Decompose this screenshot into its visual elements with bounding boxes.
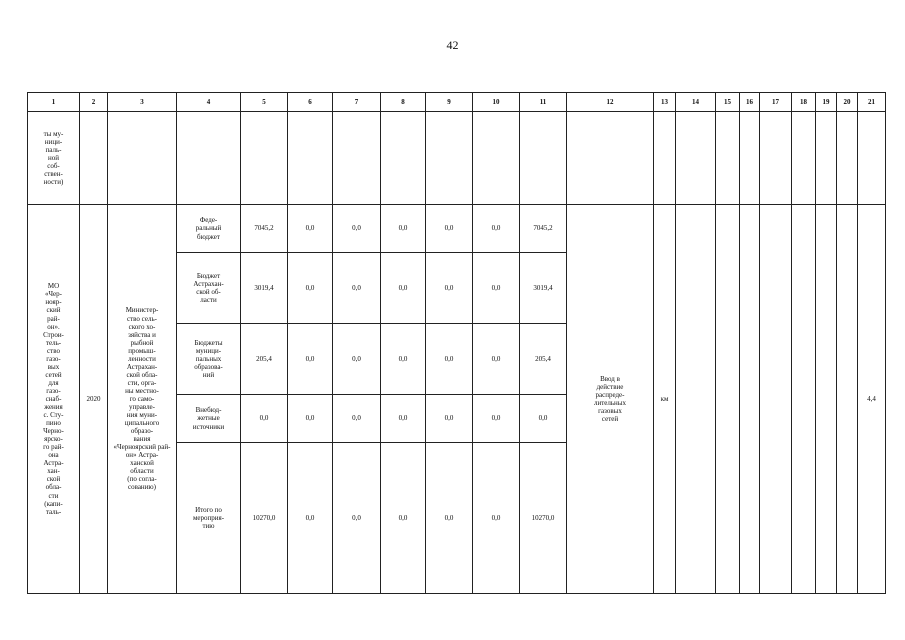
value-cell: 0,0 (333, 324, 381, 395)
value-cell: 10270,0 (520, 443, 567, 594)
executor: Министер- ство сель- ского хо- зяйства и рыбной промыш- ленности Астрахан- ской обла- сти, орга- ны местно- го само- управле- ния муни- ципального образо- вания «Черноярский рай- он» Астра- ханской области (по согла- сованию) (108, 205, 177, 594)
value-cell: 0,0 (473, 253, 520, 324)
value-cell: 0,0 (381, 205, 426, 253)
value-cell: 0,0 (333, 205, 381, 253)
col-header: 15 (716, 93, 740, 112)
value-cell: 0,0 (288, 324, 333, 395)
col-header: 21 (858, 93, 886, 112)
table-row (28, 205, 886, 253)
page-number: 42 (446, 38, 459, 52)
value-cell: 205,4 (520, 324, 567, 395)
funding-source: Феде- ральный бюджет (177, 205, 241, 253)
value-cell: 10270,0 (241, 443, 288, 594)
value-cell: 0,0 (426, 253, 473, 324)
value-cell: 0,0 (381, 443, 426, 594)
expected-result: Ввод в действие распреде- лительных газовых сетей (567, 205, 654, 594)
col-header: 17 (760, 93, 792, 112)
continuation-row (28, 112, 886, 205)
value-cell: 0,0 (288, 253, 333, 324)
value-cell: 0,0 (520, 395, 567, 443)
col-header: 16 (740, 93, 760, 112)
funding-source: Бюджет Астрахан- ской об- ласти (177, 253, 241, 324)
value-cell: 0,0 (473, 395, 520, 443)
funding-source: Бюджеты муници- пальных образова- ний (177, 324, 241, 395)
col-header: 1 (28, 93, 80, 112)
value-cell: 0,0 (381, 395, 426, 443)
col-header: 14 (676, 93, 716, 112)
col-header: 9 (426, 93, 473, 112)
col-header: 7 (333, 93, 381, 112)
col-header: 2 (80, 93, 108, 112)
year: 2020 (80, 205, 108, 594)
value-cell: 3019,4 (241, 253, 288, 324)
value-cell: 205,4 (241, 324, 288, 395)
continuation-cell: ты му- ници- паль- ной соб- ствен- ности) (28, 112, 80, 205)
col-header: 20 (837, 93, 858, 112)
value-cell: 0,0 (333, 443, 381, 594)
value-cell: 0,0 (473, 324, 520, 395)
value-cell: 0,0 (426, 205, 473, 253)
funding-source: Итого по мероприя- тию (177, 443, 241, 594)
col-header: 8 (381, 93, 426, 112)
value-cell: 0,0 (288, 205, 333, 253)
value-cell: 0,0 (426, 443, 473, 594)
value-cell: 7045,2 (520, 205, 567, 253)
header-row (28, 93, 886, 112)
col-header: 6 (288, 93, 333, 112)
col-header: 11 (520, 93, 567, 112)
funding-source: Внебюд- жетные источники (177, 395, 241, 443)
value-cell: 7045,2 (241, 205, 288, 253)
activity-name: МО «Чер- нояр- ский рай- он». Строи- тель- ство газо- вых сетей для газо- снаб- жения с. Сту- пино Черно- ярско- го рай- она Астра- хан- ской обла- сти (капи- таль- (28, 205, 80, 594)
value-cell: 0,0 (381, 324, 426, 395)
value-cell: 0,0 (381, 253, 426, 324)
unit: км (654, 205, 676, 594)
value-cell: 3019,4 (520, 253, 567, 324)
value-cell: 0,0 (426, 324, 473, 395)
col-header: 4 (177, 93, 241, 112)
value-cell: 0,0 (333, 395, 381, 443)
value-cell: 0,0 (473, 443, 520, 594)
value-cell: 0,0 (288, 443, 333, 594)
value-cell: 0,0 (426, 395, 473, 443)
col-header: 13 (654, 93, 676, 112)
target-value: 4,4 (858, 205, 886, 594)
col-header: 5 (241, 93, 288, 112)
value-cell: 0,0 (288, 395, 333, 443)
col-header: 12 (567, 93, 654, 112)
value-cell: 0,0 (333, 253, 381, 324)
value-cell: 0,0 (241, 395, 288, 443)
col-header: 19 (816, 93, 837, 112)
col-header: 18 (792, 93, 816, 112)
col-header: 3 (108, 93, 177, 112)
program-table (27, 92, 886, 594)
value-cell: 0,0 (473, 205, 520, 253)
col-header: 10 (473, 93, 520, 112)
